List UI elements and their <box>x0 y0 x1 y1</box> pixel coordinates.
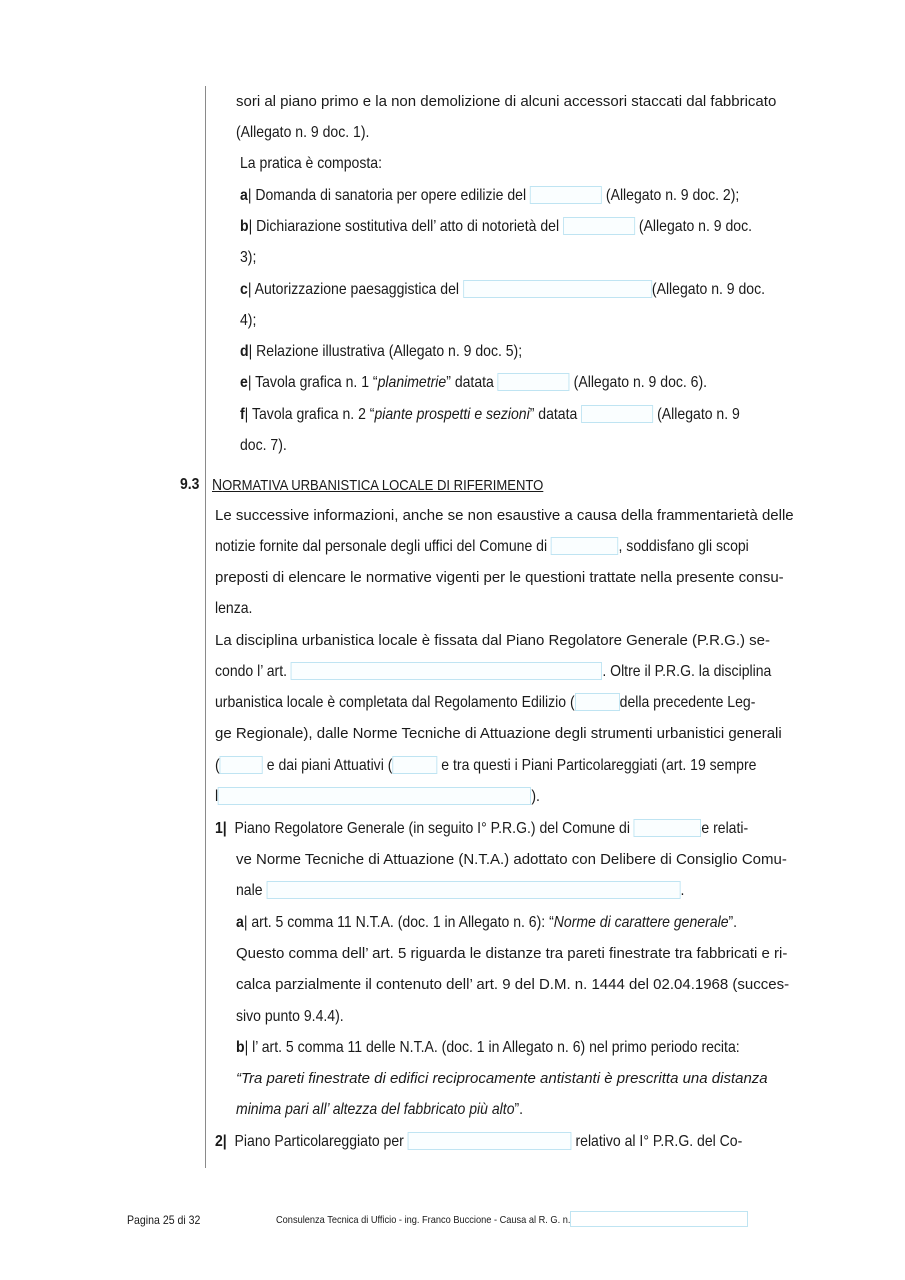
text-line: ge Regionale), dalle Norme Tecniche di Attuazione degli strumenti urbanistici generali <box>215 725 782 742</box>
list-item-d: d| Relazione illustrativa (Allegato n. 9 doc. 5); <box>240 343 523 360</box>
redacted-field <box>634 819 702 837</box>
redacted-field <box>392 756 437 774</box>
text-line: preposti di elencare le normative vigenti per le questioni trattate nella presente consu- <box>215 569 784 586</box>
text-line: lenza. <box>215 600 253 617</box>
text-line: La disciplina urbanistica locale è fissata dal Piano Regolatore Generale (P.R.G.) se- <box>215 632 771 649</box>
list-item-c: c| Autorizzazione paesaggistica del (Allegato n. 9 doc. <box>240 281 766 298</box>
text-line: sivo punto 9.4.4). <box>236 1008 344 1025</box>
sub-item-b: b| l’ art. 5 comma 11 delle N.T.A. (doc. 1 in Allegato n. 6) nel primo periodo recita: <box>236 1039 740 1056</box>
numbered-item-2: 2| Piano Particolareggiato per relativo al I° P.R.G. del Co- <box>215 1133 743 1150</box>
redacted-field <box>463 280 652 298</box>
text-line: l ). <box>215 788 540 805</box>
redacted-field <box>563 217 635 235</box>
text-line: sori al piano primo e la non demolizione di alcuni accessori staccati dal fabbricato <box>236 93 777 110</box>
list-item-f: f| Tavola grafica n. 2 “piante prospetti e sezioni” datata (Allegato n. 9 <box>240 406 740 423</box>
list-item-e: e| Tavola grafica n. 1 “planimetrie” datata (Allegato n. 9 doc. 6). <box>240 374 708 391</box>
page-number: Pagina 25 di 32 <box>127 1213 201 1227</box>
text-line: “Tra pareti finestrate di edifici reciprocamente antistanti è prescritta una distanza <box>236 1070 768 1087</box>
redacted-field <box>570 1211 748 1227</box>
redacted-field <box>291 662 602 680</box>
text-line: ve Norme Tecniche di Attuazione (N.T.A.) adottato con Delibere di Consiglio Comu- <box>236 851 787 868</box>
text-line: calca parzialmente il contenuto dell’ art. 9 del D.M. n. 1444 del 02.04.1968 (succes- <box>236 976 790 993</box>
redacted-field <box>220 756 263 774</box>
margin-rule <box>205 86 206 1168</box>
list-item-a: a| Domanda di sanatoria per opere edilizie del (Allegato n. 9 doc. 2); <box>240 187 740 204</box>
sub-item-a: a| art. 5 comma 11 N.T.A. (doc. 1 in Allegato n. 6): “Norme di carattere generale”. <box>236 914 738 931</box>
redacted-field <box>581 405 653 423</box>
text-line: nale . <box>236 882 685 899</box>
redacted-field <box>408 1132 572 1150</box>
redacted-field <box>498 373 570 391</box>
redacted-field <box>575 693 620 711</box>
section-title: NORMATIVA URBANISTICA LOCALE DI RIFERIMENTO <box>212 477 544 494</box>
redacted-field <box>266 881 680 899</box>
redacted-field <box>218 787 531 805</box>
numbered-item-1: 1| Piano Regolatore Generale (in seguito I° P.R.G.) del Comune di e relati- <box>215 820 749 837</box>
text-line: condo l’ art. . Oltre il P.R.G. la disciplina <box>215 663 772 680</box>
text-line: Le successive informazioni, anche se non esaustive a causa della frammentarietà delle <box>215 507 794 524</box>
text-line: (Allegato n. 9 doc. 1). <box>236 124 370 141</box>
text-line: urbanistica locale è completata dal Regolamento Edilizio ( della precedente Leg- <box>215 694 756 711</box>
text-line: Questo comma dell’ art. 5 riguarda le distanze tra pareti finestrate tra fabbricati e ri- <box>236 945 788 962</box>
list-item-b: b| Dichiarazione sostitutiva dell’ atto di notorietà del (Allegato n. 9 doc. <box>240 218 753 235</box>
text-line: 4); <box>240 312 257 329</box>
text-line: doc. 7). <box>240 437 287 454</box>
redacted-field <box>530 186 602 204</box>
text-line: notizie fornite dal personale degli uffici del Comune di , soddisfano gli scopi <box>215 538 749 555</box>
text-line: 3); <box>240 249 257 266</box>
text-line: minima pari all’ altezza del fabbricato più alto”. <box>236 1101 524 1118</box>
section-number: 9.3 <box>180 476 200 493</box>
redacted-field <box>551 537 619 555</box>
text-line: La pratica è composta: <box>240 155 382 172</box>
text-line: ( e dai piani Attuativi ( e tra questi i Piani Particolareggiati (art. 19 sempre <box>215 757 757 774</box>
footer-title: Consulenza Tecnica di Ufficio - ing. Franco Buccione - Causa al R. G. n. <box>276 1214 571 1226</box>
